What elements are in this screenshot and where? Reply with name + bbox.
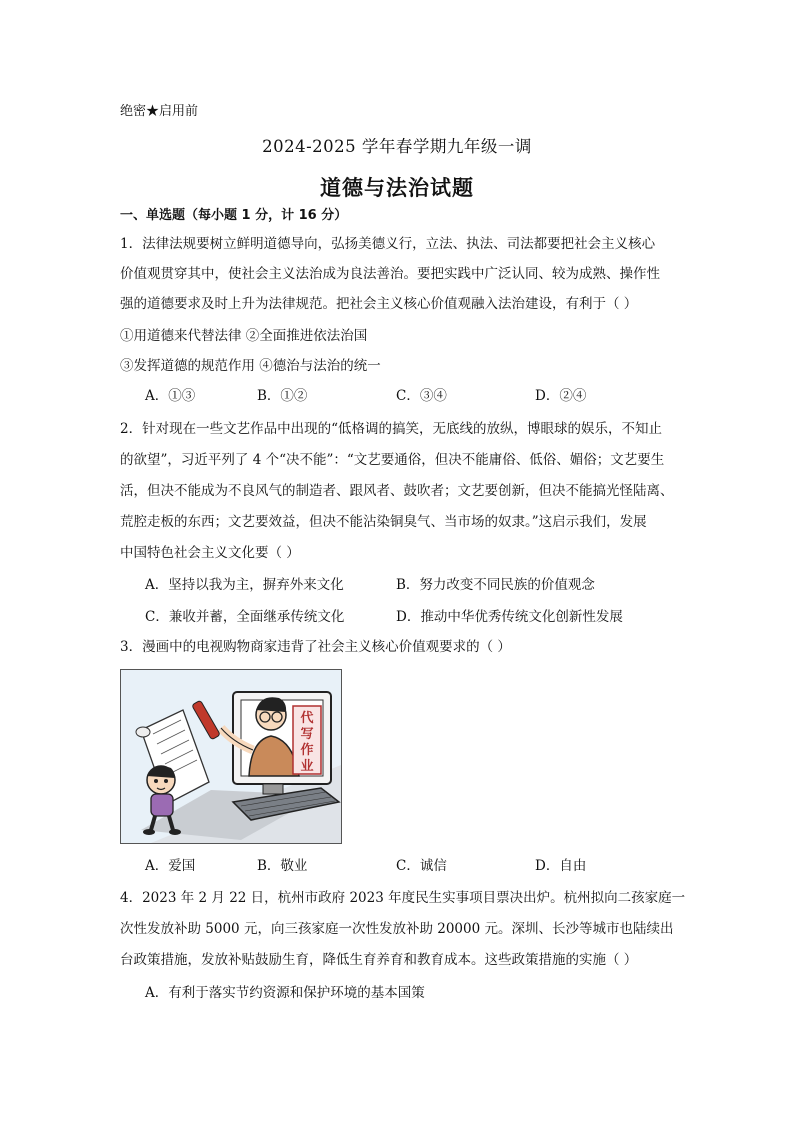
option-d[interactable]: D．推动中华优秀传统文化创新性发展 [396,609,623,625]
option-b[interactable]: B．①② [257,388,308,404]
cartoon-illustration [121,670,341,843]
q1-statement: ①用道德来代替法律 ②全面推进依法治国 [120,328,368,344]
q2-line: 荒腔走板的东西；文艺要效益，但决不能沾染铜臭气、当市场的奴隶。”这启示我们，发展 [120,514,647,530]
confidential-label: 绝密★启用前 [120,104,199,119]
option-a[interactable]: A．①③ [145,388,196,404]
q1-line: 1．法律法规要树立鲜明道德导向，弘扬美德义行，立法、执法、司法都要把社会主义核心 [120,236,656,252]
option-c[interactable]: C．诚信 [396,858,447,874]
cartoon-image [120,669,342,844]
q1-line: 强的道德要求及时上升为法律规范。把社会主义核心价值观融入法治建设，有利于（ ） [120,296,638,312]
option-b[interactable]: B．努力改变不同民族的价值观念 [396,577,595,593]
subject-title: 道德与法治试题 [320,176,474,200]
option-b[interactable]: B．敬业 [257,858,308,874]
option-c[interactable]: C．兼收并蓄，全面继承传统文化 [145,609,345,625]
q4-line: 台政策措施，发放补贴鼓励生育，降低生育养育和教育成本。这些政策措施的实施（ ） [120,952,638,968]
option-a[interactable]: A．爱国 [145,858,196,874]
q4-line: 4．2023 年 2 月 22 日，杭州市政府 2023 年度民生实事项目票决出炉。杭州拟向二孩家庭一 [120,890,686,906]
q2-line: 2．针对现在一些文艺作品中出现的“低格调的搞笑，无底线的放纵，博眼球的娱乐，不知止 [120,421,662,437]
option-a[interactable]: A．有利于落实节约资源和保护环境的基本国策 [145,985,425,1001]
q2-line: 中国特色社会主义文化要（ ） [120,545,300,561]
option-d[interactable]: D．自由 [535,858,587,874]
q1-statement: ③发挥道德的规范作用 ④德治与法治的统一 [120,358,381,374]
q1-line: 价值观贯穿其中，使社会主义法治成为良法善治。要把实践中广泛认同、较为成熟、操作性 [120,266,660,282]
section-heading: 一、单选题（每小题 1 分，计 16 分） [120,208,348,223]
sign-char: 作 [300,743,314,758]
q3-line: 3．漫画中的电视购物商家违背了社会主义核心价值观要求的（ ） [120,639,511,655]
option-d[interactable]: D．②④ [535,388,587,404]
option-c[interactable]: C．③④ [396,388,447,404]
option-a[interactable]: A．坚持以我为主，摒弃外来文化 [145,577,344,593]
q2-line: 的欲望”，习近平列了 4 个“决不能”：“文艺要通俗，但决不能庸俗、低俗、媚俗；文艺要生 [120,452,665,468]
sign-char: 业 [300,759,314,774]
q4-line: 次性发放补助 5000 元，向三孩家庭一次性发放补助 20000 元。深圳、长沙等城市也陆续出 [120,921,674,937]
exam-title: 2024-2025 学年春学期九年级一调 [262,137,532,156]
q2-line: 活，但决不能成为不良风气的制造者、跟风者、鼓吹者；文艺要创新，但决不能搞光怪陆离、 [120,483,674,499]
sign-char: 写 [300,727,314,742]
sign-char: 代 [300,711,314,726]
